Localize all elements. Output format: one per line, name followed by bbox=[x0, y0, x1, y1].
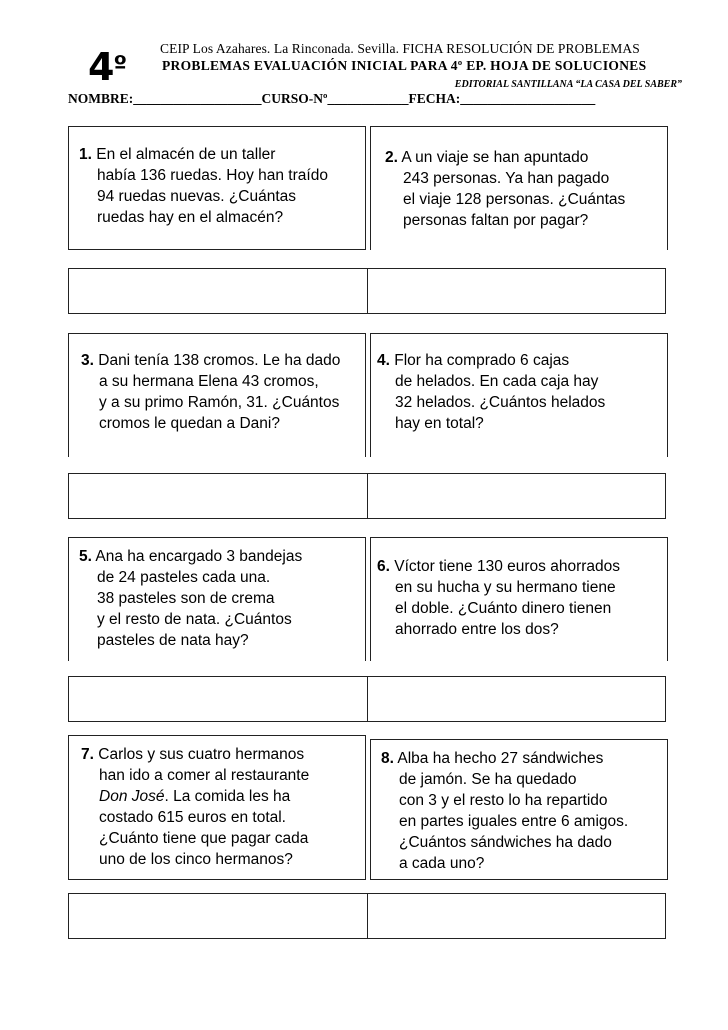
problem-text-6: 6. Víctor tiene 130 euros ahorrados en su hucha y su hermano tiene el doble. ¿Cuánto dinero tienen ahorrado entre los dos? bbox=[377, 558, 620, 638]
grade-title: $4^º$ bbox=[88, 45, 126, 89]
problem-text-2: 2. A un viaje se han apuntado 243 personas. Ya han pagado el viaje 128 personas. ¿Cuántas personas faltan por pagar? bbox=[385, 149, 626, 229]
problem-box-4 bbox=[370, 333, 668, 457]
problem-text-7: 7. Carlos y sus cuatro hermanos han ido a comer al restaurante Don José. La comida les ha costado 615 euros en total. ¿Cuánto tiene que pagar cada uno de los cinco hermanos? bbox=[81, 746, 310, 868]
answer-box-5-6 bbox=[68, 676, 666, 722]
answer-cell-4[interactable] bbox=[367, 474, 666, 518]
problem-text-5: 5. Ana ha encargado 3 bandejas de 24 pasteles cada una. 38 pasteles son de crema y el resto de nata. ¿Cuántos pasteles de nata hay? bbox=[79, 548, 303, 649]
editorial-label: EDITORIAL SANTILLANA “LA CASA DEL SABER” bbox=[454, 79, 682, 90]
answer-cell-5[interactable] bbox=[69, 677, 367, 721]
problem-box-5 bbox=[68, 537, 366, 661]
problem-text-3: 3. Dani tenía 138 cromos. Le ha dado a su hermana Elena 43 cromos, y a su primo Ramón, 31. ¿Cuántos cromos le quedan a Dani? bbox=[81, 352, 341, 432]
problem-box-6 bbox=[370, 537, 668, 661]
problem-text-1: 1. En el almacén de un taller había 136 ruedas. Hoy han traído 94 ruedas nuevas. ¿Cuántas ruedas hay en el almacén? bbox=[79, 146, 328, 226]
answer-cell-8[interactable] bbox=[367, 894, 666, 938]
answer-box-1-2 bbox=[68, 268, 666, 314]
problem-text-4: 4. Flor ha comprado 6 cajas de helados. En cada caja hay 32 helados. ¿Cuántos helados hay en total? bbox=[377, 352, 606, 432]
answer-cell-6[interactable] bbox=[367, 677, 666, 721]
answer-box-7-8 bbox=[68, 893, 666, 939]
answer-cell-1[interactable] bbox=[69, 269, 367, 313]
student-fields: NOMBRE:___________________CURSO-Nº____________FECHA:____________________ bbox=[68, 91, 596, 106]
answer-cell-7[interactable] bbox=[69, 894, 367, 938]
problem-box-3 bbox=[68, 333, 366, 457]
worksheet-title: PROBLEMAS EVALUACIÓN INICIAL PARA 4º EP. HOJA DE SOLUCIONES bbox=[162, 58, 647, 73]
answer-cell-3[interactable] bbox=[69, 474, 367, 518]
problem-box-8 bbox=[370, 739, 668, 880]
school-header: CEIP Los Azahares. La Rinconada. Sevilla. FICHA RESOLUCIÓN DE PROBLEMAS bbox=[160, 41, 640, 56]
answer-box-3-4 bbox=[68, 473, 666, 519]
problem-box-1 bbox=[68, 126, 366, 250]
problem-box-2 bbox=[370, 126, 668, 250]
problem-box-7 bbox=[68, 735, 366, 880]
answer-cell-2[interactable] bbox=[367, 269, 666, 313]
problem-text-8: 8. Alba ha hecho 27 sándwiches de jamón. Se ha quedado con 3 y el resto lo ha repartido en partes iguales entre 6 amigos. ¿Cuántos sándwiches ha dado a cada uno? bbox=[381, 750, 629, 872]
